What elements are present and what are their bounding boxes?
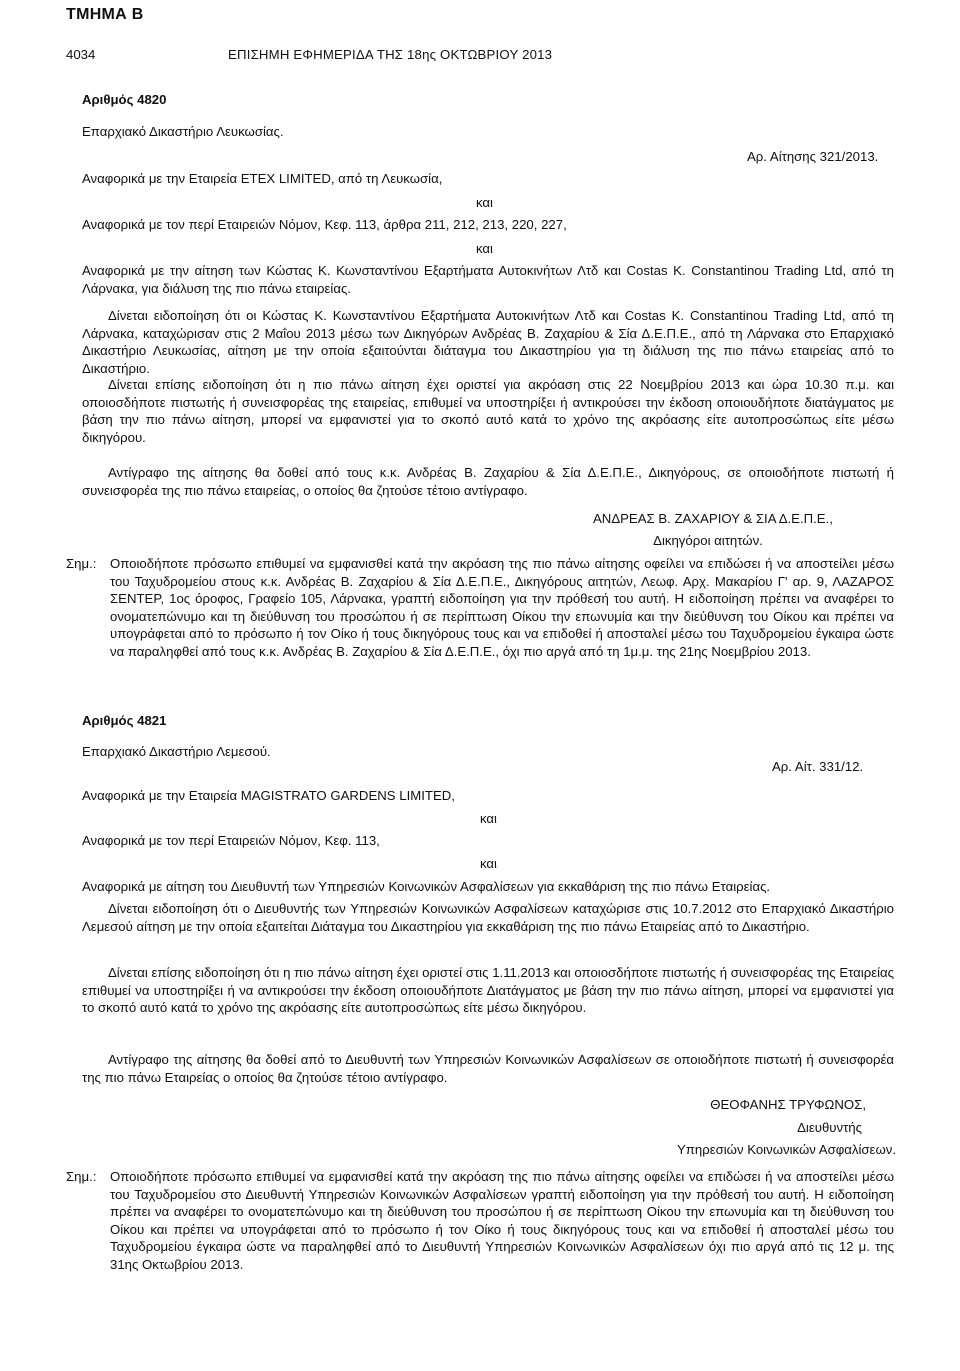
application-reference: Αναφορικά με αίτηση του Διευθυντή των Υπηρεσιών Κοινωνικών Ασφαλίσεων για εκκαθάριση της πιο πάνω Εταιρείας. <box>82 879 771 894</box>
notice-paragraph: Αντίγραφο της αίτησης θα δοθεί από τους κ.κ. Ανδρέας Β. Ζαχαρίου & Σία Δ.Ε.Π.Ε., Δικηγόρους, σε οποιοδήποτε πιστωτή ή συνεισφορέα της πιο πάνω εταιρείας, ο οποίος θα ζητούσε τέτοιο αντίγραφο. <box>82 465 894 498</box>
court-name: Επαρχιακό Δικαστήριο Λευκωσίας. <box>82 124 284 139</box>
court-name: Επαρχιακό Δικαστήριο Λεμεσού. <box>82 744 271 759</box>
conjunction: και <box>480 856 497 871</box>
notice-paragraph: Δίνεται επίσης ειδοποίηση ότι η πιο πάνω αίτηση έχει οριστεί στις 1.11.2013 και οποιοσδήποτε πιστωτής ή συνεισφορέας της Εταιρείας επιθυμεί να υποστηρίξει ή να αντικρούσει την έκδοση οποιουδήποτε Διατάγματος με βάση την πιο πάνω αίτηση, μπορεί να εμφανιστεί για το σκοπό αυτό κατά το χρόνο της ακρόασης είτε αυτοπροσώπως είτε μέσω δικηγόρου. <box>82 965 894 1016</box>
note-label: Σημ.: <box>66 1169 97 1184</box>
page-number: 4034 <box>66 47 96 62</box>
signatory-role: Δικηγόροι αιτητών. <box>653 533 763 548</box>
note-label: Σημ.: <box>66 556 97 571</box>
notice-paragraph: Δίνεται ειδοποίηση ότι ο Διευθυντής των Υπηρεσιών Κοινωνικών Ασφαλίσεων καταχώρισε στις 10.7.2012 στο Επαρχιακό Δικαστήριο Λεμεσού αίτηση με την οποία εξαιτείται Διάταγμα του Δικαστηρίου για εκκαθάριση της πιο πάνω Εταιρείας από το Δικαστήριο. <box>82 901 894 934</box>
notice-paragraph: Δίνεται επίσης ειδοποίηση ότι η πιο πάνω αίτηση έχει οριστεί για ακρόαση στις 22 Νοεμβρίου 2013 και ώρα 10.30 π.μ. και οποιοσδήποτε πιστωτής ή συνεισφορέας της εταιρείας, επιθυμεί να υποστηρίξει ή αντικρούσει την έκδοση οποιουδήποτε διατάγματος με βάση την πιο πάνω αίτηση, μπορεί να εμφανιστεί για το σκοπό αυτό κατά το χρόνο της ακρόασης είτε αυτοπροσώπως είτε μέσω δικηγόρου. <box>82 377 894 445</box>
notice-paragraph: Αντίγραφο της αίτησης θα δοθεί από το Διευθυντή των Υπηρεσιών Κοινωνικών Ασφαλίσεων σε οποιοδήποτε πιστωτή ή συνεισφορέα της πιο πάνω Εταιρείας ο οποίος θα ζητούσε τέτοιο αντίγραφο. <box>82 1052 894 1085</box>
law-reference: Αναφορικά με τον περί Εταιρειών Νόμον, Κεφ. 113, άρθρα 211, 212, 213, 220, 227, <box>82 217 567 232</box>
application-reference: Αναφορικά με την αίτηση των Κώστας Κ. Κωνσταντίνου Εξαρτήματα Αυτοκινήτων Λτδ και Costas K. Constantinou Trading Ltd, από τη Λάρνακα, για διάλυση της πιο πάνω εταιρείας. <box>82 263 894 296</box>
law-reference: Αναφορικά με τον περί Εταιρειών Νόμον, Κεφ. 113, <box>82 833 380 848</box>
signatory-name: ΘΕΟΦΑΝΗΣ ΤΡΥΦΩΝΟΣ, <box>710 1097 866 1112</box>
note-text: Οποιοδήποτε πρόσωπο επιθυμεί να εμφανισθεί κατά την ακρόαση της πιο πάνω αίτησης οφείλει να επιδώσει ή να αποστείλει μέσω του Ταχυδρομείου στο Διευθυντή Υπηρεσιών Κοινωνικών Ασφαλίσεων γραπτή ειδοποίηση για την πρόθεσή του αυτή. Η ειδοποίηση πρέπει να αναφέρει το ονοματεπώνυμο και τη διεύθυνση του προσώπου ή σε περίπτωση Οίκου την επωνυμία και τη διεύθυνση του Οίκου και πρέπει να υπογράφεται από το πρόσωπο ή τον Οίκο ή τους δικηγόρους τους και να επιδοθεί ή αποσταλεί μέσω του Ταχυδρομείου έγκαιρα ώστε να παραληφθεί από το Διευθυντή Υπηρεσιών Κοινωνικών Ασφαλίσεων όχι πιο αργά από τις 12 μ. της 31ης Οκτωβρίου 2013. <box>110 1169 894 1272</box>
notice-number: Αριθμός 4821 <box>82 713 167 728</box>
signatory-name: ΑΝΔΡΕΑΣ Β. ΖΑΧΑΡΙΟΥ & ΣΙΑ Δ.Ε.Π.Ε., <box>593 511 833 526</box>
gazette-title: ΕΠΙΣΗΜΗ ΕΦΗΜΕΡΙΔΑ ΤΗΣ 18ης ΟΚΤΩΒΡΙΟΥ 2013 <box>228 47 553 62</box>
company-reference: Αναφορικά με την Εταιρεία ETEX LIMITED, από τη Λευκωσία, <box>82 171 443 186</box>
notice-paragraph: Δίνεται ειδοποίηση ότι οι Κώστας Κ. Κωνσταντίνου Εξαρτήματα Αυτοκινήτων Λτδ και Costas K. Constantinou Trading Ltd, από τη Λάρνακα, καταχώρισαν στις 2 Μαΐου 2013 μέσω των Δικηγόρων Ανδρέας Β. Ζαχαρίου & Σία Δ.Ε.Π.Ε., από τη Λάρνακα στο Επαρχιακό Δικαστήριο Λευκωσίας, αίτηση με την οποία εξαιτούνται διάταγμα του Δικαστηρίου για τη διάλυση της πιο πάνω εταιρείας από το Δικαστήριο. <box>82 308 894 376</box>
signatory-role: Διευθυντής <box>797 1120 862 1135</box>
section-title: ΤΜΗΜΑ Β <box>66 6 144 23</box>
application-number: Αρ. Αίτησης 321/2013. <box>747 149 879 164</box>
conjunction: και <box>476 195 493 210</box>
conjunction: και <box>476 241 493 256</box>
note-text: Οποιοδήποτε πρόσωπο επιθυμεί να εμφανισθεί κατά την ακρόαση της πιο πάνω αίτησης οφείλει να επιδώσει ή να αποστείλει μέσω του Ταχυδρομείου στους κ.κ. Ανδρέας Β. Ζαχαρίου & Σία Δ.Ε.Π.Ε., Δικηγόρους αιτητών, Λεωφ. Αρχ. Μακαρίου Γ' αρ. 9, ΛΑΖΑΡΟΣ ΣΕΝΤΕΡ, 1ος όροφος, Γραφείο 105, Λάρνακα, γραπτή ειδοποίηση για την πρόθεσή του αυτή. Η ειδοποίηση πρέπει να αναφέρει το ονοματεπώνυμο και τη διεύθυνση του προσώπου ή σε περίπτωση Οίκου την επωνυμία και την διεύθυνση του Οίκου και πρέπει να υπογράφεται από το πρόσωπο ή τον Οίκο ή τους δικηγόρους τους και να επιδοθεί ή αποσταλεί μέσω του Ταχυδρομείου έγκαιρα ώστε να παραληφθεί από τους κ.κ. Ανδρέας Β. Ζαχαρίου & Σία Δ.Ε.Π.Ε., όχι πιο αργά από τη 1μ.μ. της 21ης Νοεμβρίου 2013. <box>110 556 894 659</box>
notice-number: Αριθμός 4820 <box>82 92 167 107</box>
conjunction: και <box>480 811 497 826</box>
signatory-department: Υπηρεσιών Κοινωνικών Ασφαλίσεων. <box>676 1142 896 1157</box>
company-reference: Αναφορικά με την Εταιρεία MAGISTRATO GARDENS LIMITED, <box>82 788 455 803</box>
application-number: Αρ. Αίτ. 331/12. <box>772 759 864 774</box>
